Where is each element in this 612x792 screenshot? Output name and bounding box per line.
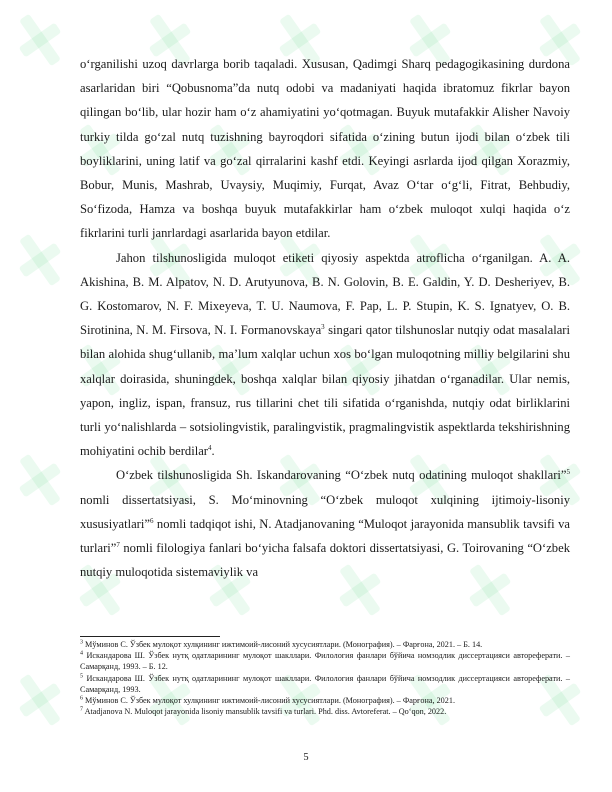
watermark-mark: [6, 664, 74, 735]
footnote-ref-3[interactable]: 3: [321, 323, 325, 332]
paragraph-3-text-d: nomli filologiya fanlari bo‘yicha falsafa doktori dissertatsiyasi, G. Toirovaning “O‘zbek nutqiy muloqotida sistemaviylik va: [80, 541, 570, 580]
footnote-number: 4: [80, 650, 83, 657]
watermark-mark: [6, 224, 74, 295]
document-body: [80, 52, 570, 584]
watermark-mark: [6, 444, 74, 515]
footnote-ref-5[interactable]: 5: [566, 468, 570, 477]
watermark-mark: [6, 4, 74, 75]
paragraph-1: [80, 52, 570, 246]
paragraph-2-text-c: .: [211, 444, 215, 459]
footnote-text: Atadjanova N. Muloqot jarayonida lisoniy mansublik tavsifi va turlari. Phd. diss. Avtoreferat. – Qo‘qon, 2022.: [84, 707, 447, 717]
footnote-6: [80, 695, 570, 706]
footnote-number: 6: [80, 695, 83, 702]
footnote-number: 5: [80, 672, 83, 679]
paragraph-3-text-b: nomli dissertatsiyasi, S. Mo‘minovning “O‘zbek muloqot xulqining ijtimoiy-lisoniy xususiyatlari”: [80, 492, 570, 531]
paragraph-3-text-c: nomli tadqiqot ishi, N. Atadjanovaning “Muloqot jarayonida mansublik tavsifi va turlari”: [80, 516, 570, 556]
footnote-text: Мўминов С. Ўзбек мулоқот хулқининг ижтимоий-лисоний хусусиятлари. (Монография). – Фарғона, 2021.: [85, 696, 456, 706]
footnote-4: [80, 650, 570, 672]
footnotes: [80, 639, 570, 717]
footnote-ref-6[interactable]: 6: [149, 516, 154, 525]
paragraph-2-text-a: Jahon tilshunosligida muloqot etiketi qiyosiy aspektda atroflicha o‘rganilgan. A. A. Akishina, B. M. Alpatov, N. D. Arutyunova, B. N. Golovin, B. E. Galdin, Y. D. Desheriyev, B. G. Kostomarov, N. F. Mixeyeva, T. U. Naumova, F. Pap, L. P. Stupin, K. S. Ignatyev, O. B. Sirotinina, N. M. Firsova, N. I. Formanovskaya: [80, 250, 570, 338]
footnote-5: [80, 673, 570, 695]
footnote-3: [80, 639, 570, 650]
footnote-text: Искандарова Ш. Ўзбек нутқ одатларининг мулоқот шакллари. Филология фанлари бўйича номзодлик диссертацияси автореферати. – Самарқанд, 1993.: [80, 673, 570, 694]
footnote-text: Мўминов С. Ўзбек мулоқот хулқининг ижтимоий-лисоний хусусиятлари. (Монография). – Фарғона, 2021. – Б. 14.: [85, 640, 483, 649]
paragraph-2-text-b: singari qator tilshunoslar nutqiy odat masalalari bilan alohida shug‘ullanib, ma’lum xalqlar uchun xos bo‘lgan muloqotning milliy belgilarini shu xalqlar doirasida, shuningdek, boshqa xalqlar bilan qiyosiy jihatdan o‘rganadilar. Ular nemis, yapon, ingliz, ispan, fransuz, rus tillarini chet tili sifatida o‘rganishda, nutqiy odat birliklarini turli yo‘nalishlarda – sotsiolingvistik, paralingvistik, pragmalingvistik aspektlarda tekshirishning mohiyatini ochib berdilar: [80, 323, 570, 459]
footnote-number: 3: [80, 639, 83, 646]
footnote-ref-4[interactable]: 4: [208, 444, 212, 453]
footnote-number: 7: [80, 706, 83, 713]
paragraph-3-text-a: O‘zbek tilshunosligida Sh. Iskandarovaning “O‘zbek nutq odatining muloqot shakllari”: [116, 468, 567, 483]
paragraph-2: [80, 246, 570, 464]
paragraph-3: [80, 463, 570, 584]
page-number: 5: [303, 752, 309, 763]
footnote-text: Искандарова Ш. Ўзбек нутқ одатларининг мулоқот шакллари. Филология фанлари бўйича номзодлик диссертацияси автореферати. – Самарқанд, 1993. – Б. 12.: [80, 651, 570, 672]
footnote-7: [80, 706, 570, 717]
paragraph-1-text: o‘rganilishi uzoq davrlarga borib taqaladi. Xususan, Qadimgi Sharq pedagogikasining durdona asarlaridan biri “Qobusnoma”da nutq odobi va madaniyati haqida ibratomuz fikrlar bayon qilingan bo‘lib, ular hozir ham o‘z ahamiyatini yo‘qotmagan. Buyuk mutafakkir Alisher Navoiy turkiy tilda go‘zal nutq tuzishning bayroqdori sifatida o‘zining butun ijodi bilan o‘zbek tili boyliklarini, uning latif va go‘zal qirralarini kashf etdi. Keyingi asrlarda ijod qilgan Xorazmiy, Bobur, Munis, Mashrab, Uvaysiy, Muqimiy, Furqat, Avaz O‘tar o‘g‘li, Fitrat, Behbudiy, So‘fizoda, Hamza va boshqa buyuk mutafakkirlar ham o‘zbek muloqot xulqi haqida o‘z fikrlarini turli janrlardagi asarlarida bayon etdilar.: [80, 57, 570, 241]
footnote-ref-7[interactable]: 7: [116, 540, 120, 549]
footnote-separator: [80, 636, 220, 637]
